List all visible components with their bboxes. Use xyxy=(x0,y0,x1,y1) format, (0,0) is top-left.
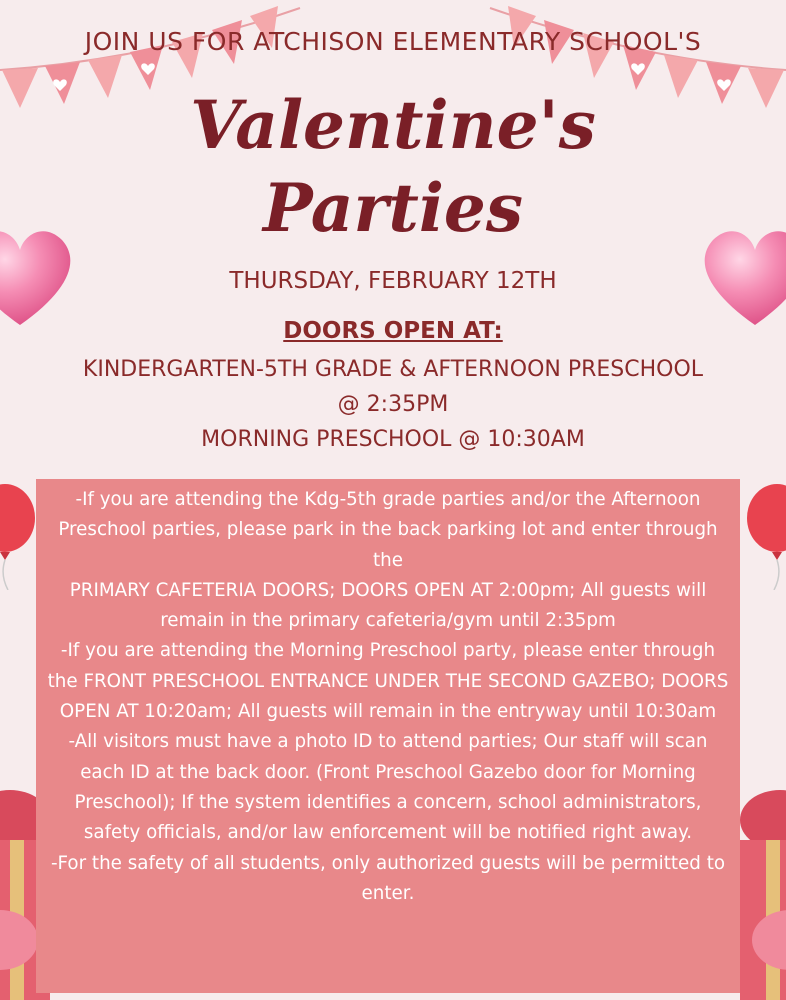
info-paragraph-2: -If you are attending the Morning Preschool party, please enter through the FRONT PRESCHOOL ENTRANCE UNDER THE SECOND GAZEBO; DOORS OPEN AT 10:20am; All guests will remain in the entryway until 10:30am xyxy=(47,640,729,723)
title-line-1: Valentine's xyxy=(190,86,596,164)
balloon-icon xyxy=(742,480,786,590)
doors-open-heading: DOORS OPEN AT: xyxy=(283,318,503,344)
info-paragraph-4: -For the safety of all students, only authorized guests will be permitted to enter. xyxy=(50,852,726,904)
balloon-icon xyxy=(0,480,40,590)
event-date: THURSDAY, FEBRUARY 12TH xyxy=(229,268,557,294)
info-paragraph-3: -All visitors must have a photo ID to attend parties; Our staff will scan each ID at the back door. (Front Preschool Gazebo door for Morning Preschool); If the system identifies a concern, school administrators, safety officials, and/or law enforcement will be notified right away. xyxy=(68,731,708,844)
event-kicker: JOIN US FOR ATCHISON ELEMENTARY SCHOOL'S xyxy=(84,27,702,56)
door-time-k5: KINDERGARTEN-5TH GRADE & AFTERNOON PRESCHOOL xyxy=(82,357,704,382)
info-paragraph-1: -If you are attending the Kdg-5th grade parties and/or the Afternoon Preschool parties, please park in the back parking lot and enter through the xyxy=(58,489,718,571)
info-box xyxy=(36,479,740,993)
door-times xyxy=(0,352,786,457)
title-line-2: Parties xyxy=(262,169,524,247)
door-time-morning: MORNING PRESCHOOL @ 10:30AM xyxy=(201,427,585,452)
door-time-k5-time: @ 2:35PM xyxy=(337,392,449,417)
info-paragraph-1b: PRIMARY CAFETERIA DOORS; DOORS OPEN AT 2:00pm; All guests will remain in the primary cafeteria/gym until 2:35pm xyxy=(69,579,707,632)
